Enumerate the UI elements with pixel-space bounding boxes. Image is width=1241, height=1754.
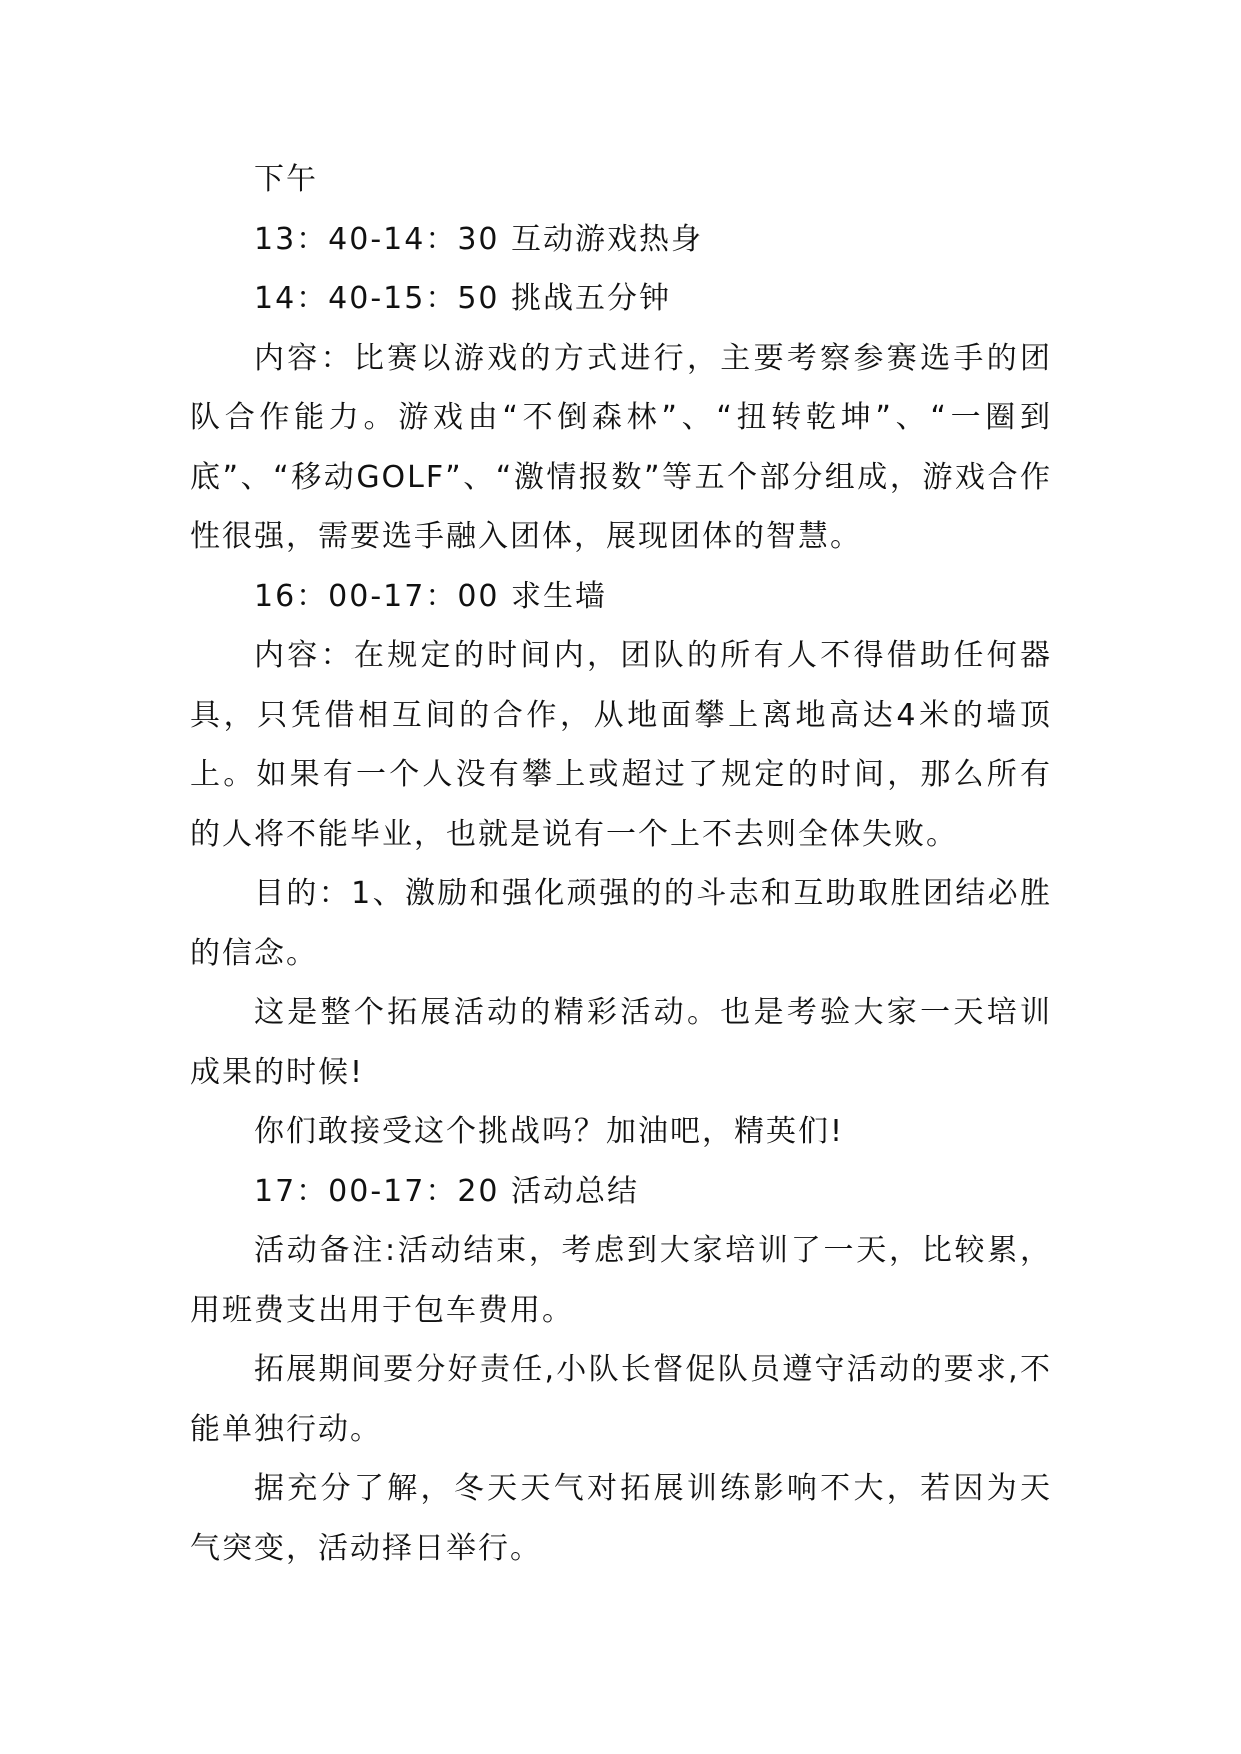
- schedule-item-five-minutes: 14：40-15：50 挑战五分钟: [254, 281, 672, 316]
- section-heading-afternoon: 下午: [254, 162, 318, 197]
- paragraph-weather: 据充分了解，冬天天气对拓展训练影响不大，若因为天气突变，活动择日举行。: [190, 1471, 1052, 1566]
- schedule-item-survival-wall: 16：00-17：00 求生墙: [254, 578, 608, 614]
- paragraph-purpose: 目的：1、激励和强化顽强的的斗志和互助取胜团结必胜的信念。: [190, 876, 1052, 971]
- paragraph-five-minutes-content: 内容：比赛以游戏的方式进行，主要考察参赛选手的团队合作能力。游戏由“不倒森林”、“扭转乾坤”、“一圈到底”、“移动GOLF”、“激情报数”等五个部分组成，游戏合作性很强，需要选手融入团体，展现团体的智慧。: [190, 340, 1052, 554]
- paragraph-highlight: 这是整个拓展活动的精彩活动。也是考验大家一天培训成果的时候!: [190, 995, 1052, 1090]
- paragraph-challenge: 你们敢接受这个挑战吗？加油吧，精英们!: [254, 1114, 845, 1149]
- paragraph-activity-note: 活动备注:活动结束，考虑到大家培训了一天，比较累，用班费支出用于包车费用。: [190, 1233, 1052, 1328]
- document-body: [190, 150, 1052, 1578]
- schedule-item-summary: 17：00-17：20 活动总结: [254, 1173, 640, 1209]
- paragraph-survival-wall-content: 内容：在规定的时间内，团队的所有人不得借助任何器具，只凭借相互间的合作，从地面攀上离地高达4米的墙顶上。如果有一个人没有攀上或超过了规定的时间，那么所有的人将不能毕业，也就是说有一个上不去则全体失败。: [190, 638, 1052, 852]
- schedule-item-warmup: 13：40-14：30 互动游戏热身: [254, 221, 704, 257]
- paragraph-responsibility: 拓展期间要分好责任,小队长督促队员遵守活动的要求,不能单独行动。: [190, 1352, 1052, 1447]
